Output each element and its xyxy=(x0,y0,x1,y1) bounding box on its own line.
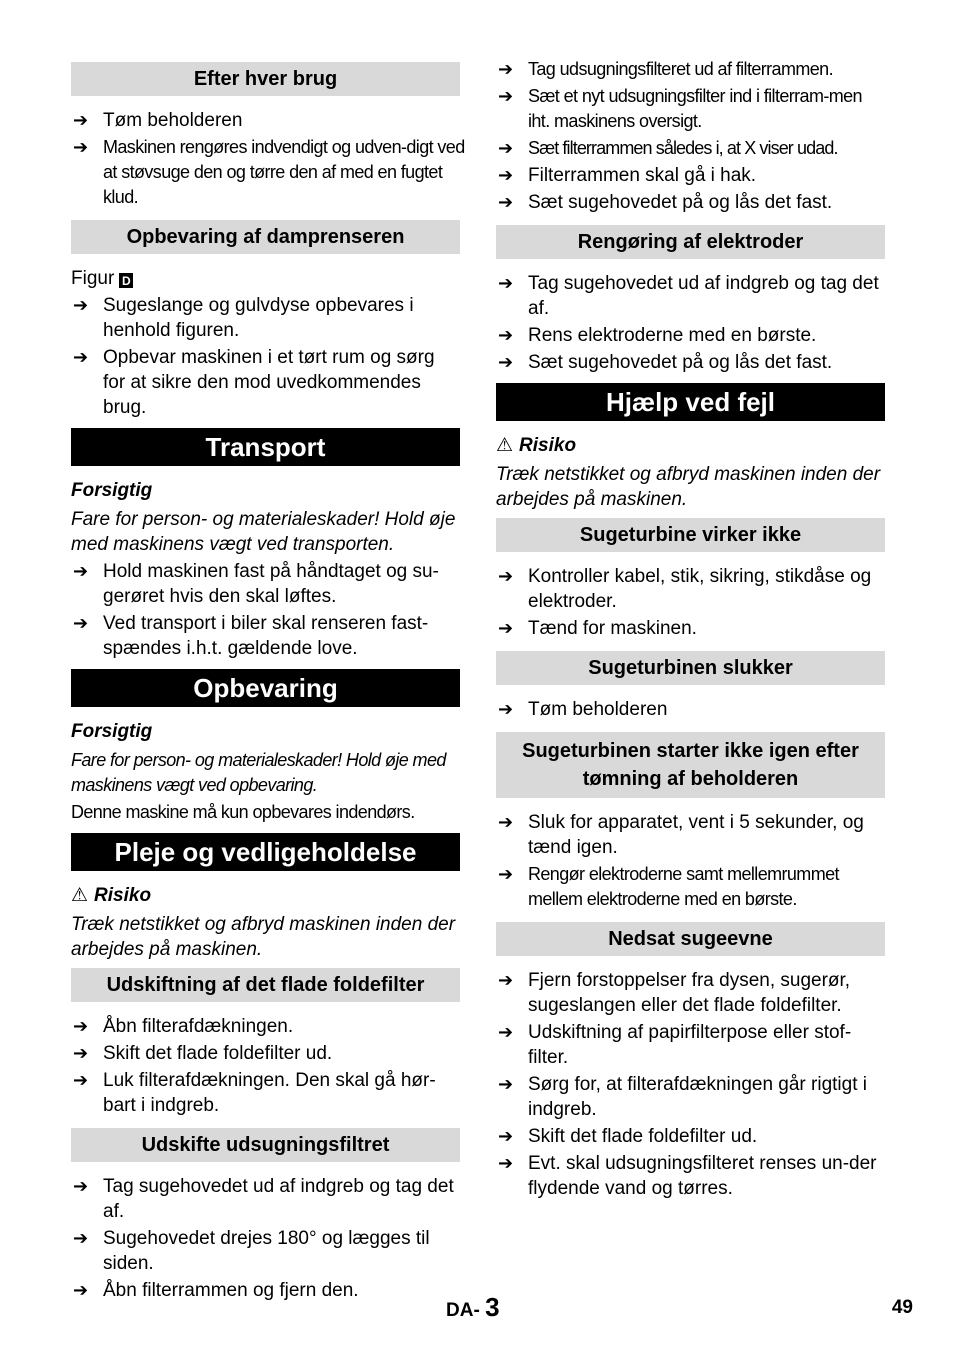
list-item: ➔ Ved transport i biler skal renseren fast-spændes i.h.t. gældende love. xyxy=(73,613,429,659)
list-item: ➔ Hold maskinen fast på håndtaget og su-gerøret hvis den skal løftes. xyxy=(73,561,439,607)
caution-text: Fare for person- og materialeskader! Hold øje med maskinens vægt ved transporten. xyxy=(71,509,456,555)
section-heading-sugeturbine-virker: Sugeturbine virker ikke xyxy=(496,518,885,552)
right-arrow-icon: ➔ xyxy=(498,812,514,832)
risk-text: Træk netstikket og afbryd maskinen inden der arbejdes på maskinen. xyxy=(71,914,456,960)
list-item: ➔ Tænd for maskinen. xyxy=(498,618,697,639)
right-arrow-icon: ➔ xyxy=(498,864,513,884)
list-item: ➔ Maskinen rengøres indvendigt og udven-digt ved at støvsuge den og tørre den af med en fugtet klud. xyxy=(73,137,465,207)
page-number: 49 xyxy=(891,1297,913,1318)
list-item: ➔ Sugeslange og gulvdyse opbevares i henhold figuren. xyxy=(73,295,414,341)
right-arrow-icon: ➔ xyxy=(498,325,514,345)
list-item: ➔ Kontroller kabel, stik, sikring, stikdåse og elektroder. xyxy=(498,566,872,612)
right-arrow-icon: ➔ xyxy=(73,1070,89,1090)
list-item: ➔ Fjern forstoppelser fra dysen, sugerør, sugeslangen eller det flade foldefilter. xyxy=(498,970,851,1016)
risk-label: ⚠ Risiko xyxy=(496,435,577,456)
list-item: ➔ Sørg for, at filterafdækningen går rigtigt i indgreb. xyxy=(498,1074,867,1120)
list-item: ➔ Tag sugehovedet ud af indgreb og tag det af. xyxy=(498,273,879,319)
right-column xyxy=(496,57,885,1203)
list-item: ➔ Filterrammen skal gå i hak. xyxy=(498,165,757,186)
right-arrow-icon: ➔ xyxy=(498,618,514,638)
section-heading-opbevaring-damprenser: Opbevaring af damprenseren xyxy=(71,220,460,254)
list-item: ➔ Tøm beholderen xyxy=(498,699,668,720)
caution-text: Fare for person- og materialeskader! Hold øje med maskinens vægt ved opbevaring. xyxy=(71,750,446,795)
right-arrow-icon: ➔ xyxy=(498,566,514,586)
right-arrow-icon: ➔ xyxy=(498,1074,514,1094)
caution-label: Forsigtig xyxy=(71,721,153,742)
section-heading-elektroder: Rengøring af elektroder xyxy=(496,225,885,259)
list-item: ➔ Sæt et nyt udsugningsfilter ind i filterram-men iht. maskinens oversigt. xyxy=(498,86,862,131)
right-arrow-icon: ➔ xyxy=(498,138,513,158)
list-item: ➔ Rengør elektroderne samt mellemrummet mellem elektroderne med en børste. xyxy=(498,864,839,909)
right-arrow-icon: ➔ xyxy=(498,1022,514,1042)
list-item: ➔ Sluk for apparatet, vent i 5 sekunder, og tænd igen. xyxy=(498,812,864,858)
right-arrow-icon: ➔ xyxy=(73,561,89,581)
risk-label: ⚠ Risiko xyxy=(71,885,152,906)
warning-triangle-icon: ⚠ xyxy=(496,435,514,456)
list-item: ➔ Luk filterafdækningen. Den skal gå hør-bart i indgreb. xyxy=(73,1070,436,1116)
list-item: ➔ Tag sugehovedet ud af indgreb og tag det af. xyxy=(73,1176,454,1222)
right-arrow-icon: ➔ xyxy=(498,352,514,372)
figure-reference: Figur D xyxy=(71,266,460,291)
list-item: ➔ Tag udsugningsfilteret ud af filterrammen. xyxy=(496,57,885,82)
list-item: ➔ Sæt filterrammen således i, at X viser udad. xyxy=(496,136,885,161)
footer-section-label: DA- 3 xyxy=(446,1292,500,1322)
left-column xyxy=(71,62,465,1305)
section-heading-nedsat: Nedsat sugeevne xyxy=(496,922,885,956)
right-arrow-icon: ➔ xyxy=(73,1043,89,1063)
right-arrow-icon: ➔ xyxy=(498,192,514,212)
right-arrow-icon: ➔ xyxy=(498,699,514,719)
section-heading-efter-hver-brug: Efter hver brug xyxy=(71,62,460,96)
caution-label: Forsigtig xyxy=(71,480,153,501)
list-item: ➔ Åbn filterafdækningen. xyxy=(73,1016,294,1037)
section-number: 3 xyxy=(485,1292,500,1322)
right-arrow-icon: ➔ xyxy=(73,347,89,367)
right-arrow-icon: ➔ xyxy=(498,970,514,990)
storage-note: Denne maskine må kun opbevares indendørs. xyxy=(71,802,415,822)
figure-letter-badge: D xyxy=(119,273,133,288)
list-item: ➔ Opbevar maskinen i et tørt rum og sørg for at sikre den mod uvedkommendes brug. xyxy=(73,347,435,418)
section-heading-udskifte-udsug: Udskifte udsugningsfiltret xyxy=(71,1128,460,1162)
right-arrow-icon: ➔ xyxy=(498,273,514,293)
right-arrow-icon: ➔ xyxy=(73,110,89,130)
list-item: ➔ Åbn filterrammen og fjern den. xyxy=(73,1280,359,1301)
list-item: ➔ Sæt sugehovedet på og lås det fast. xyxy=(498,192,833,213)
list-item: ➔ Udskiftning af papirfilterpose eller stof-filter. xyxy=(498,1022,852,1068)
risk-text: Træk netstikket og afbryd maskinen inden der arbejdes på maskinen. xyxy=(496,464,881,510)
chapter-heading-pleje: Pleje og vedligeholdelse xyxy=(71,833,460,871)
right-arrow-icon: ➔ xyxy=(73,613,89,633)
chapter-heading-opbevaring: Opbevaring xyxy=(71,669,460,707)
right-arrow-icon: ➔ xyxy=(73,1228,89,1248)
list-item: ➔ Sugehovedet drejes 180° og lægges til siden. xyxy=(73,1228,430,1274)
right-arrow-icon: ➔ xyxy=(498,1126,514,1146)
right-arrow-icon: ➔ xyxy=(498,1153,514,1173)
chapter-heading-transport: Transport xyxy=(71,428,460,466)
right-arrow-icon: ➔ xyxy=(73,1176,89,1196)
list-item: ➔ Skift det flade foldefilter ud. xyxy=(498,1126,758,1147)
right-arrow-icon: ➔ xyxy=(73,1016,89,1036)
right-arrow-icon: ➔ xyxy=(498,165,514,185)
right-arrow-icon: ➔ xyxy=(498,59,513,79)
section-heading-udskiftning-flade: Udskiftning af det flade foldefilter xyxy=(71,968,460,1002)
chapter-heading-hjaelp: Hjælp ved fejl xyxy=(496,383,885,421)
list-item: ➔ Sæt sugehovedet på og lås det fast. xyxy=(498,352,833,373)
right-arrow-icon: ➔ xyxy=(73,137,88,157)
right-arrow-icon: ➔ xyxy=(73,295,89,315)
section-heading-starter-ikke: Sugeturbinen starter ikke igen efter tømning af beholderen xyxy=(496,732,885,798)
list-item: ➔ Evt. skal udsugningsfilteret renses un-der flydende vand og tørres. xyxy=(498,1153,877,1199)
list-item: ➔ Tøm beholderen xyxy=(73,110,243,131)
right-arrow-icon: ➔ xyxy=(73,1280,89,1300)
warning-triangle-icon: ⚠ xyxy=(71,885,89,906)
section-heading-sugeturbinen-slukker: Sugeturbinen slukker xyxy=(496,651,885,685)
list-item: ➔ Rens elektroderne med en børste. xyxy=(498,325,817,346)
right-arrow-icon: ➔ xyxy=(498,86,513,106)
list-item: ➔ Skift det flade foldefilter ud. xyxy=(73,1043,333,1064)
